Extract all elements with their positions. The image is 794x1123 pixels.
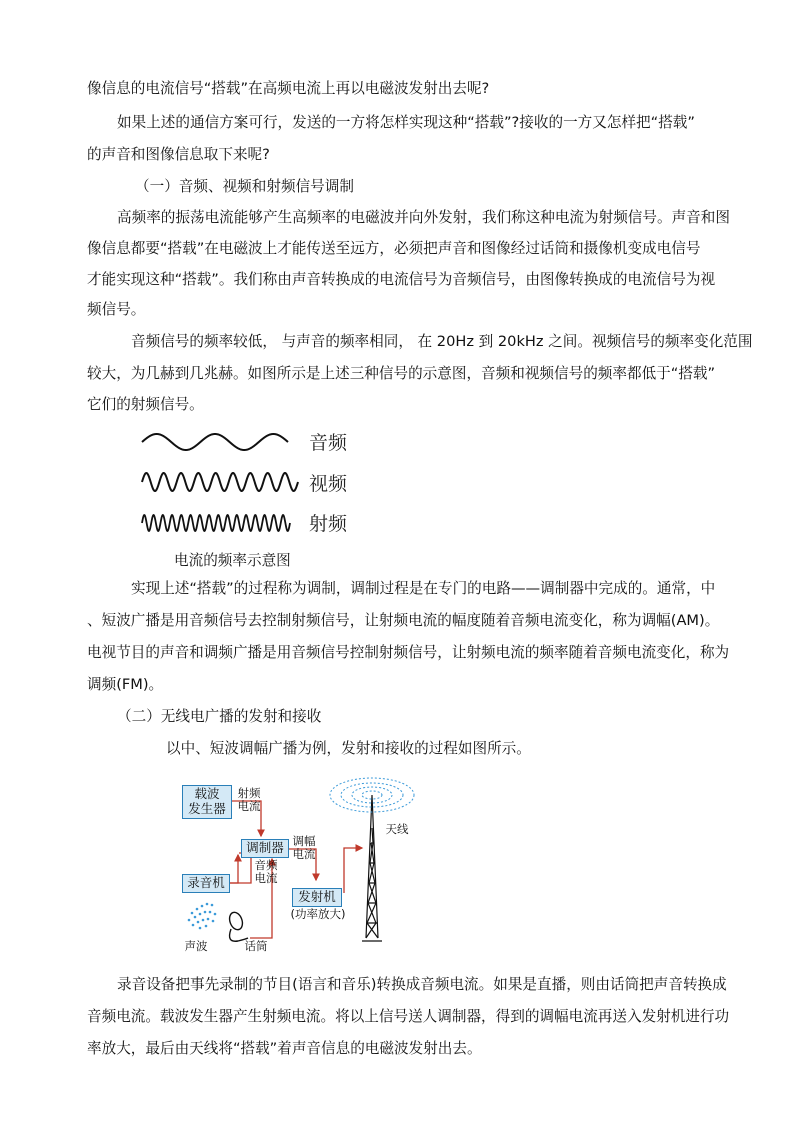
paragraph-line: 率放大，最后由天线将“搭载”着声音信息的电磁波发射出去。 <box>87 1040 482 1057</box>
rf-wave <box>140 508 305 538</box>
section-heading: （一）音频、视频和射频信号调制 <box>135 178 354 195</box>
paragraph-line: 音频信号的频率较低， 与声音的频率相同， 在 20Hz 到 20kHz 之间。视频信号的频率变化范围 <box>131 333 753 350</box>
transmitter-box <box>292 888 342 907</box>
audio-label: 音频 <box>309 432 348 454</box>
paragraph-line: 录音设备把事先录制的节目(语言和音乐)转换成音频电流。如果是直播，则由话筒把声音转换成 <box>117 976 727 993</box>
paragraph-line: 实现上述“搭载”的过程称为调制，调制过程是在专门的电路——调制器中完成的。通常，中 <box>131 580 716 597</box>
carrier-label-2: 发生器 <box>188 801 226 816</box>
rf-label: 射频 <box>309 513 348 535</box>
rf-label-2: 电流 <box>237 799 261 813</box>
recorder-box <box>182 874 230 893</box>
paragraph-line: 它们的射频信号。 <box>87 396 204 413</box>
am-current-label <box>289 835 319 861</box>
paragraph-line: 、短波广播是用音频信号去控制射频信号，让射频电流的幅度随着音频电流变化，称为调幅(AM)。 <box>87 612 720 629</box>
video-wave <box>140 467 305 497</box>
audio-label-1: 音频 <box>254 858 278 872</box>
soundwave-label: 声波 <box>184 939 208 953</box>
audio-current-label <box>252 859 280 885</box>
modulator-label: 调制器 <box>246 840 284 855</box>
antenna-label: 天线 <box>385 822 409 836</box>
paragraph-line: 频信号。 <box>87 301 146 318</box>
power-amp-label: (功率放大) <box>290 907 346 921</box>
figure-caption: 电流的频率示意图 <box>174 552 291 569</box>
audio-wave <box>140 425 305 459</box>
video-label: 视频 <box>309 473 348 495</box>
am-label-2: 电流 <box>292 847 316 861</box>
carrier-label-1: 载波 <box>194 786 220 801</box>
rf-label-1: 射频 <box>237 786 261 800</box>
paragraph-line: 才能实现这种“搭载”。我们称由声音转换成的电流信号为音频信号，由图像转换成的电流信号为视 <box>87 271 716 288</box>
paragraph-line: 像信息的电流信号“搭载”在高频电流上再以电磁波发射出去呢? <box>87 80 490 97</box>
modulator-box <box>241 839 289 858</box>
paragraph-line: 电视节目的声音和调频广播是用音频信号控制射频信号，让射频电流的频率随着音频电流变化，称为 <box>87 644 730 661</box>
paragraph-line: 如果上述的通信方案可行，发送的一方将怎样实现这种“搭载”?接收的一方又怎样把“搭载” <box>117 114 695 131</box>
broadcast-diagram <box>176 773 416 958</box>
paragraph-line: 高频率的振荡电流能够产生高频率的电磁波并向外发射，我们称这种电流为射频信号。声音和图 <box>117 209 730 226</box>
am-label-1: 调幅 <box>292 834 316 848</box>
paragraph-line: 以中、短波调幅广播为例，发射和接收的过程如图所示。 <box>166 740 531 757</box>
paragraph-line: 音频电流。载波发生器产生射频电流。将以上信号送人调制器，得到的调幅电流再送入发射机进行功 <box>87 1008 730 1025</box>
recorder-label: 录音机 <box>187 875 225 890</box>
paragraph-line: 调频(FM)。 <box>87 676 164 693</box>
section-heading: （二）无线电广播的发射和接收 <box>117 708 322 725</box>
paragraph-line: 的声音和图像信息取下来呢? <box>87 146 270 163</box>
paragraph-line: 较大，为几赫到几兆赫。如图所示是上述三种信号的示意图，音频和视频信号的频率都低于“搭载” <box>87 365 716 382</box>
carrier-generator-box <box>182 785 232 819</box>
mic-label: 话筒 <box>244 939 268 953</box>
transmitter-label: 发射机 <box>298 889 336 904</box>
paragraph-line: 像信息都要“搭载”在电磁波上才能传送至远方，必须把声音和图像经过话筒和摄像机变成电信号 <box>87 240 701 257</box>
rf-current-label <box>234 787 264 813</box>
audio-label-2: 电流 <box>254 871 278 885</box>
